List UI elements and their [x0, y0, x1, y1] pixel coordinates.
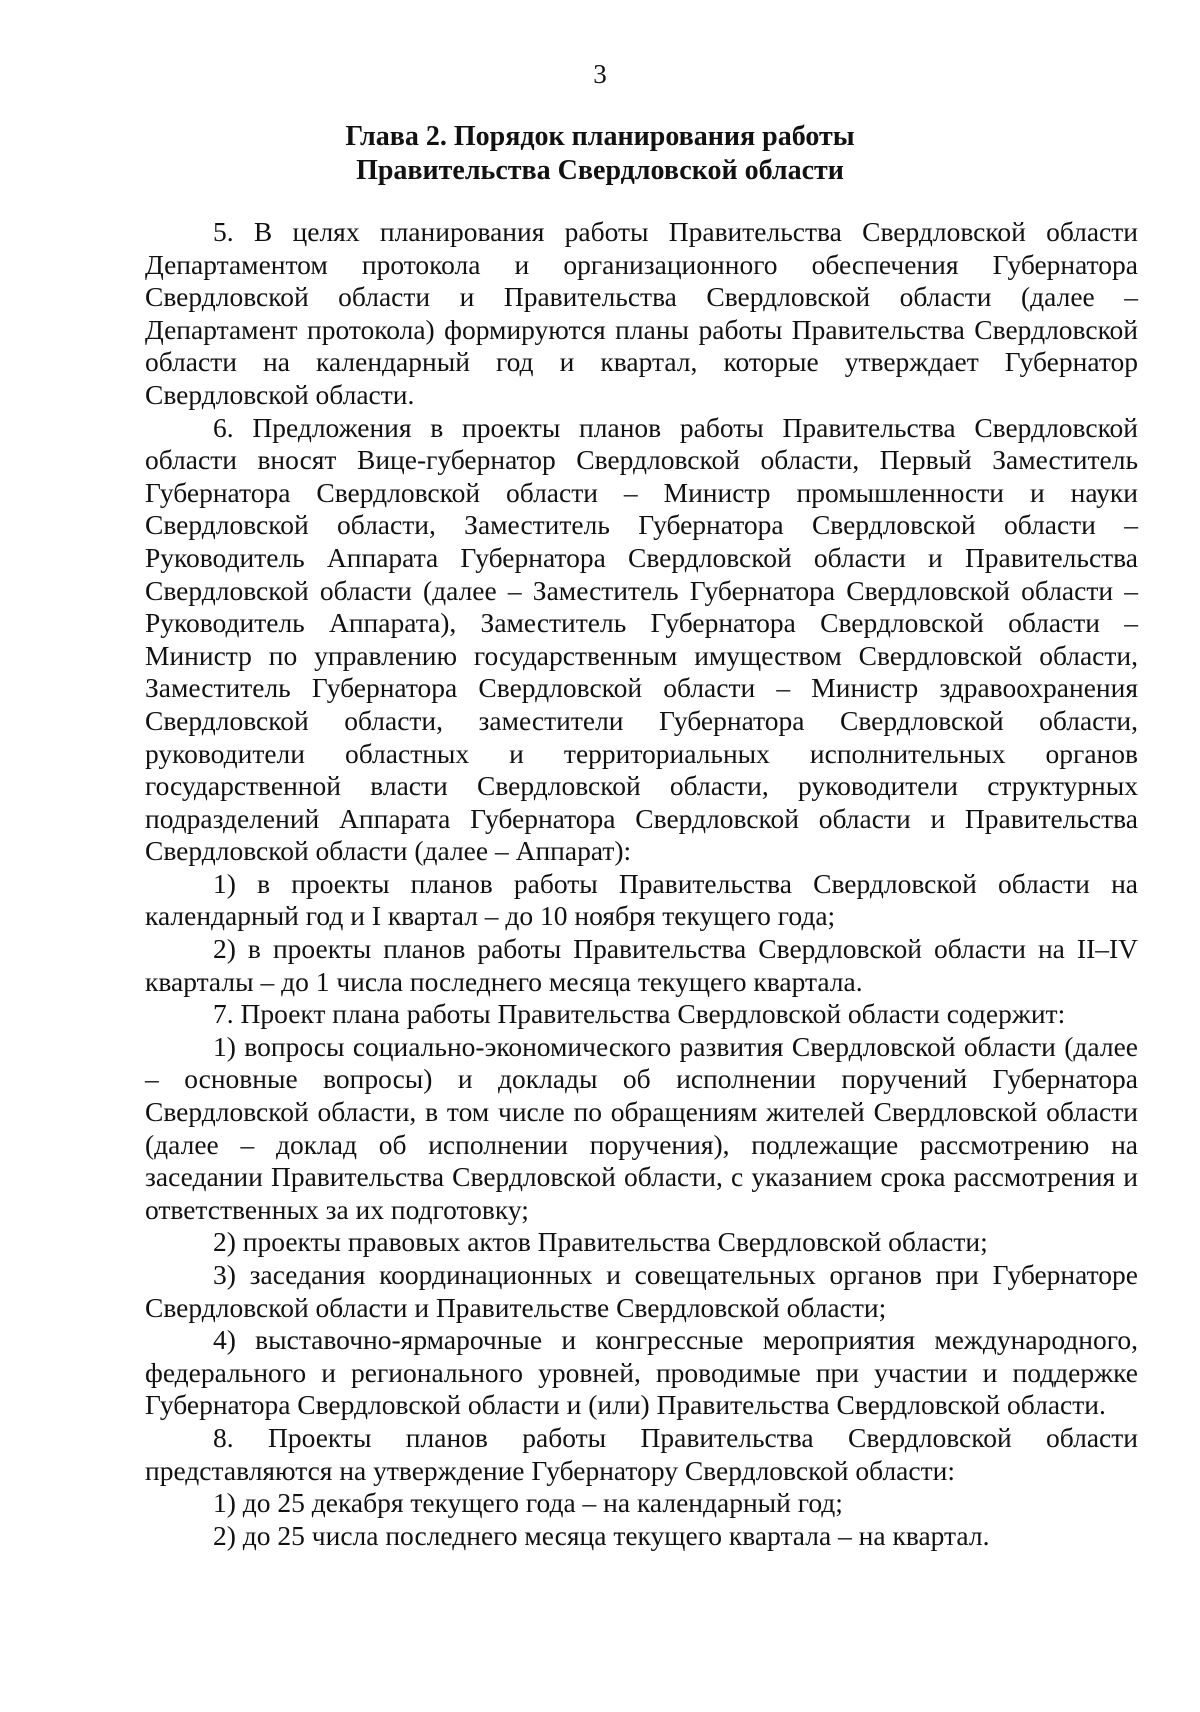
paragraph-8-item-2: 2) до 25 числа последнего месяца текущего квартала – на квартал. — [213, 1519, 990, 1551]
chapter-heading-line-1: Глава 2. Порядок планирования работы — [345, 121, 855, 152]
paragraph-7: 7. Проект плана работы Правительства Свердловской области содержит: — [213, 998, 1066, 1030]
paragraph-8: 8. Проекты планов работы Правительства Свердловской области представляются на утверждение Губернатору Свердловской области: — [145, 1421, 1138, 1486]
document-body — [145, 216, 1138, 1552]
paragraph-7-item-2: 2) проекты правовых актов Правительства Свердловской области; — [213, 1226, 988, 1258]
paragraph-7-item-3: 3) заседания координационных и совещательных органов при Губернаторе Свердловской области и Правительстве Свердловской области; — [145, 1259, 1138, 1323]
chapter-heading-line-2: Правительства Свердловской области — [356, 155, 844, 186]
page-number: 3 — [593, 59, 607, 89]
paragraph-6-item-2: 2) в проекты планов работы Правительства Свердловской области на II–IV кварталы – до 1 числа последнего месяца текущего квартала. — [145, 933, 1138, 997]
chapter-heading — [0, 120, 1200, 188]
paragraph-6: 6. Предложения в проекты планов работы Правительства Свердловской области вносят Вице-губернатор Свердловской области, Первый Заместитель Губернатора Свердловской области – Министр промышленности и науки Свердловской области, Заместитель Губернатора Свердловской области – Руководитель Аппарата Губернатора Свердловской области и Правительства Свердловской области (далее – Заместитель Губернатора Свердловской области – Руководитель Аппарата), Заместитель Губернатора Свердловской области – Министр по управлению государственным имуществом Свердловской области, Заместитель Губернатора Свердловской области – Министр здравоохранения Свердловской области, заместители Губернатора Свердловской области, руководители областных и территориальных исполнительных органов государственной власти Свердловской области, руководители структурных подразделений Аппарата Губернатора Свердловской области и Правительства Свердловской области (далее – Аппарат): — [145, 411, 1138, 867]
paragraph-6-item-1: 1) в проекты планов работы Правительства Свердловской области на календарный год и I квартал – до 10 ноября текущего года; — [145, 867, 1138, 932]
paragraph-8-item-1: 1) до 25 декабря текущего года – на календарный год; — [213, 1487, 843, 1519]
paragraph-7-item-1: 1) вопросы социально-экономического развития Свердловской области (далее – основные вопросы) и доклады об исполнении поручений Губернатора Свердловской области, в том числе по обращениям жителей Свердловской области (далее – доклад об исполнении поручения), подлежащие рассмотрению на заседании Правительства Свердловской области, с указанием срока рассмотрения и ответственных за их подготовку; — [145, 1030, 1138, 1225]
paragraph-7-item-4: 4) выставочно-ярмарочные и конгрессные мероприятия международного, федерального и регионального уровней, проводимые при участии и поддержке Губернатора Свердловской области и (или) Правительства Свердловской области. — [145, 1324, 1138, 1421]
paragraph-5: 5. В целях планирования работы Правительства Свердловской области Департаментом протокола и организационного обеспечения Губернатора Свердловской области и Правительства Свердловской области (далее – Департамент протокола) формируются планы работы Правительства Свердловской области на календарный год и квартал, которые утверждает Губернатор Свердловской области. — [145, 216, 1138, 410]
